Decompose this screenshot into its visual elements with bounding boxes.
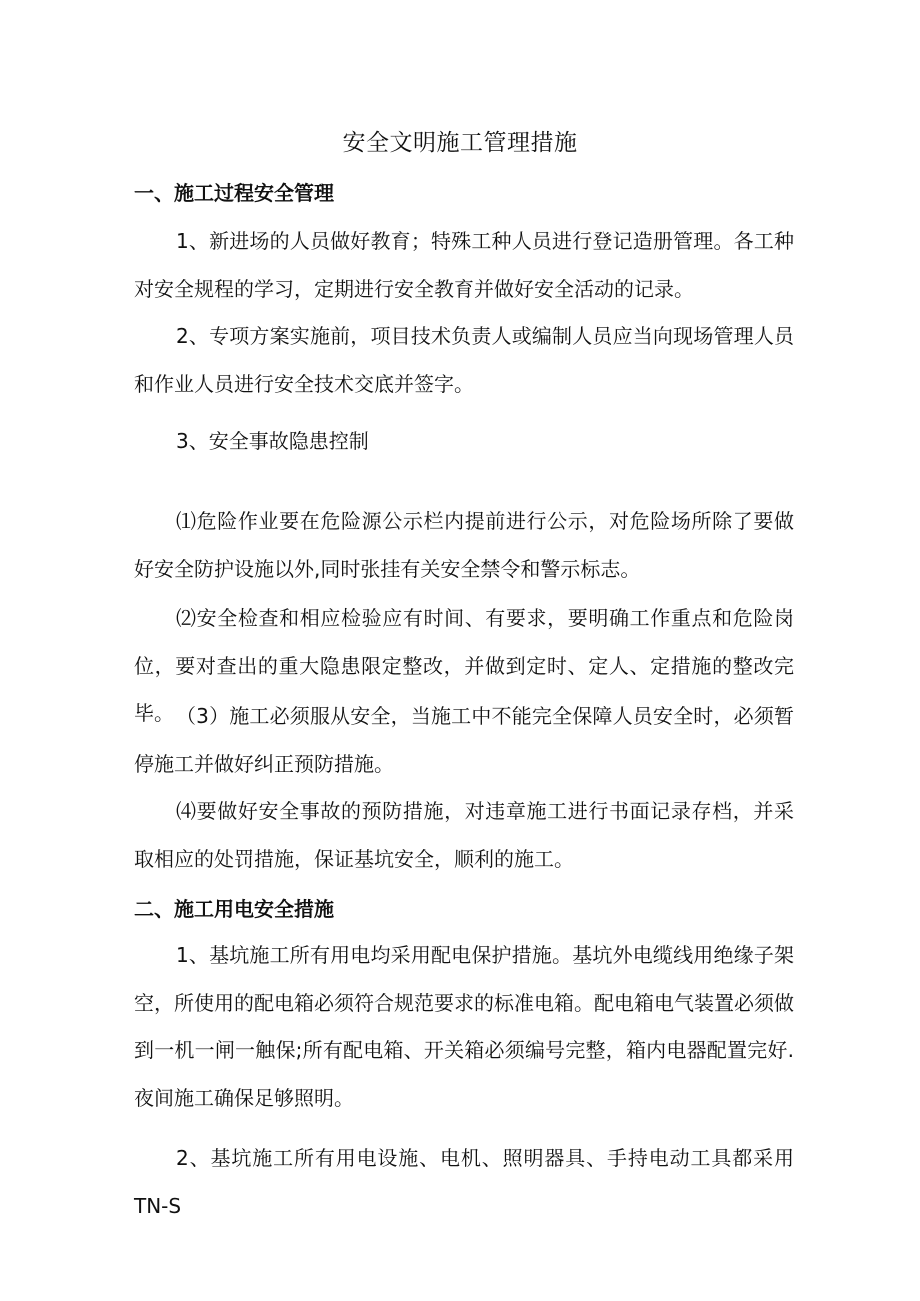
- paragraph-1-3: 3、安全事故隐患控制: [176, 429, 369, 453]
- paragraph-1-7: ⑷要做好安全事故的预防措施，对违章施工进行书面记录存档，并采取相应的处罚措施，保证基坑安全，顺利的施工。: [134, 799, 794, 871]
- document-title: 安全文明施工管理措施: [342, 130, 578, 156]
- paragraph-1-2: 2、专项方案实施前，项目技术负责人或编制人员应当向现场管理人员和作业人员进行安全技术交底并签字。: [134, 324, 794, 396]
- section-heading-2: 二、施工用电安全措施: [134, 897, 334, 921]
- paragraph-1-4: ⑴危险作业要在危险源公示栏内提前进行公示，对危险场所除了要做好安全防护设施以外,同时张挂有关安全禁令和警示标志。: [134, 509, 794, 581]
- paragraph-1-1: 1、新进场的人员做好教育；特殊工种人员进行登记造册管理。各工种对安全规程的学习，定期进行安全教育并做好安全活动的记录。: [134, 229, 794, 301]
- paragraph-1-6: （3）施工必须服从安全，当施工中不能完全保障人员安全时，必须暂停施工并做好纠正预防措施。: [134, 704, 794, 776]
- paragraph-2-1: 1、基坑施工所有用电均采用配电保护措施。基坑外电缆线用绝缘子架空，所使用的配电箱必须符合规范要求的标准电箱。配电箱电气装置必须做到一机一闸一触保;所有配电箱、开关箱必须编号完整，箱内电器配置完好.夜间施工确保足够照明。: [134, 943, 794, 1110]
- section-heading-1: 一、施工过程安全管理: [134, 181, 334, 205]
- paragraph-2-2: 2、基坑施工所有用电设施、电机、照明器具、手持电动工具都采用TN-S: [134, 1146, 794, 1218]
- paragraph-1-5: ⑵安全检查和相应检验应有时间、有要求，要明确工作重点和危险岗位，要对查出的重大隐患限定整改，并做到定时、定人、定措施的整改完毕。: [134, 606, 794, 725]
